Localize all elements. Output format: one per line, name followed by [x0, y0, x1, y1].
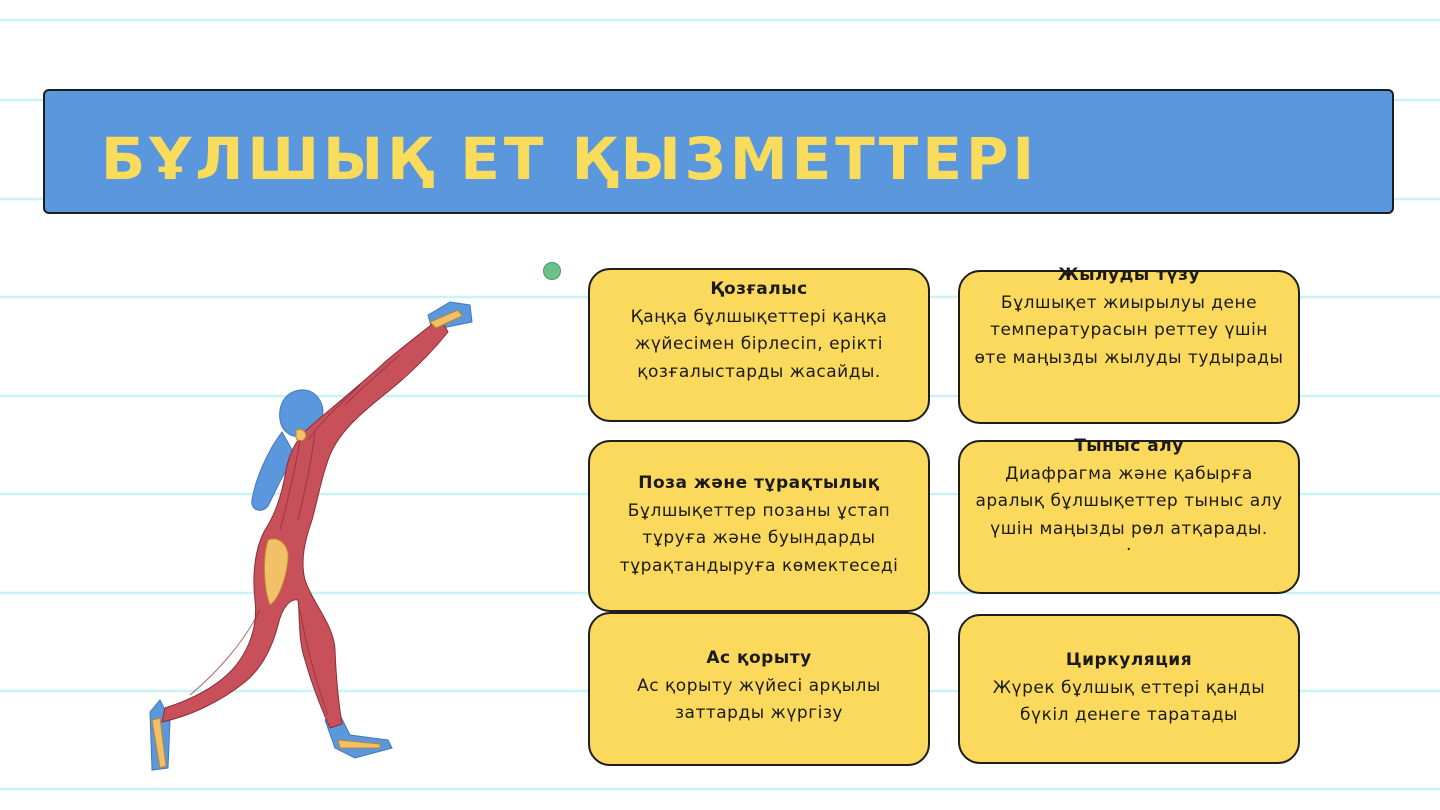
card-heat-production: [958, 265, 1300, 424]
card-heat-production-text: Бұлшықет жиырылуы дене температурасын реттеу үшін өте маңызды жылуды тудырады: [974, 292, 1284, 368]
card-digestion-heading: Ас қорыту: [706, 648, 812, 668]
title-banner: [43, 89, 1394, 214]
card-movement-text: Қаңқа бұлшықеттері қаңқа жүйесімен бірлесіп, ерікті қозғалыстарды жасайды.: [630, 306, 888, 382]
muscle-body: [162, 318, 448, 728]
muscle-figure-illustration: [140, 295, 480, 780]
slide-title: БҰЛШЫҚ ЕТ ҚЫЗМЕТТЕРІ: [101, 125, 1039, 193]
card-circulation: [958, 614, 1300, 764]
card-heat-production-heading: Жылуды түзу: [1057, 265, 1201, 285]
card-breathing-extra: .: [1126, 535, 1132, 555]
card-posture-stability-heading: Поза және тұрақтылық: [638, 473, 880, 493]
card-posture-stability-text: Бұлшықеттер позаны ұстап тұруға және буындарды тұрақтандыруға көмектеседі: [619, 500, 899, 576]
bullet-dot: [543, 262, 561, 280]
card-breathing-heading: Тыныс алу: [1074, 436, 1184, 456]
card-posture-stability: [588, 440, 930, 612]
card-breathing: [958, 436, 1300, 594]
card-breathing-text: Диафрагма және қабырға аралық бұлшықеттер тыныс алу үшін маңызды рөл атқарады.: [975, 463, 1283, 539]
card-movement-heading: Қозғалыс: [710, 279, 808, 299]
card-circulation-heading: Циркуляция: [1065, 650, 1193, 670]
card-digestion-text: Ас қорыту жүйесі арқылы заттарды жүргізу: [637, 675, 881, 723]
card-circulation-text: Жүрек бұлшық еттері қанды бүкіл денеге таратады: [992, 677, 1266, 725]
card-digestion: [588, 612, 930, 766]
card-movement: [588, 268, 930, 422]
